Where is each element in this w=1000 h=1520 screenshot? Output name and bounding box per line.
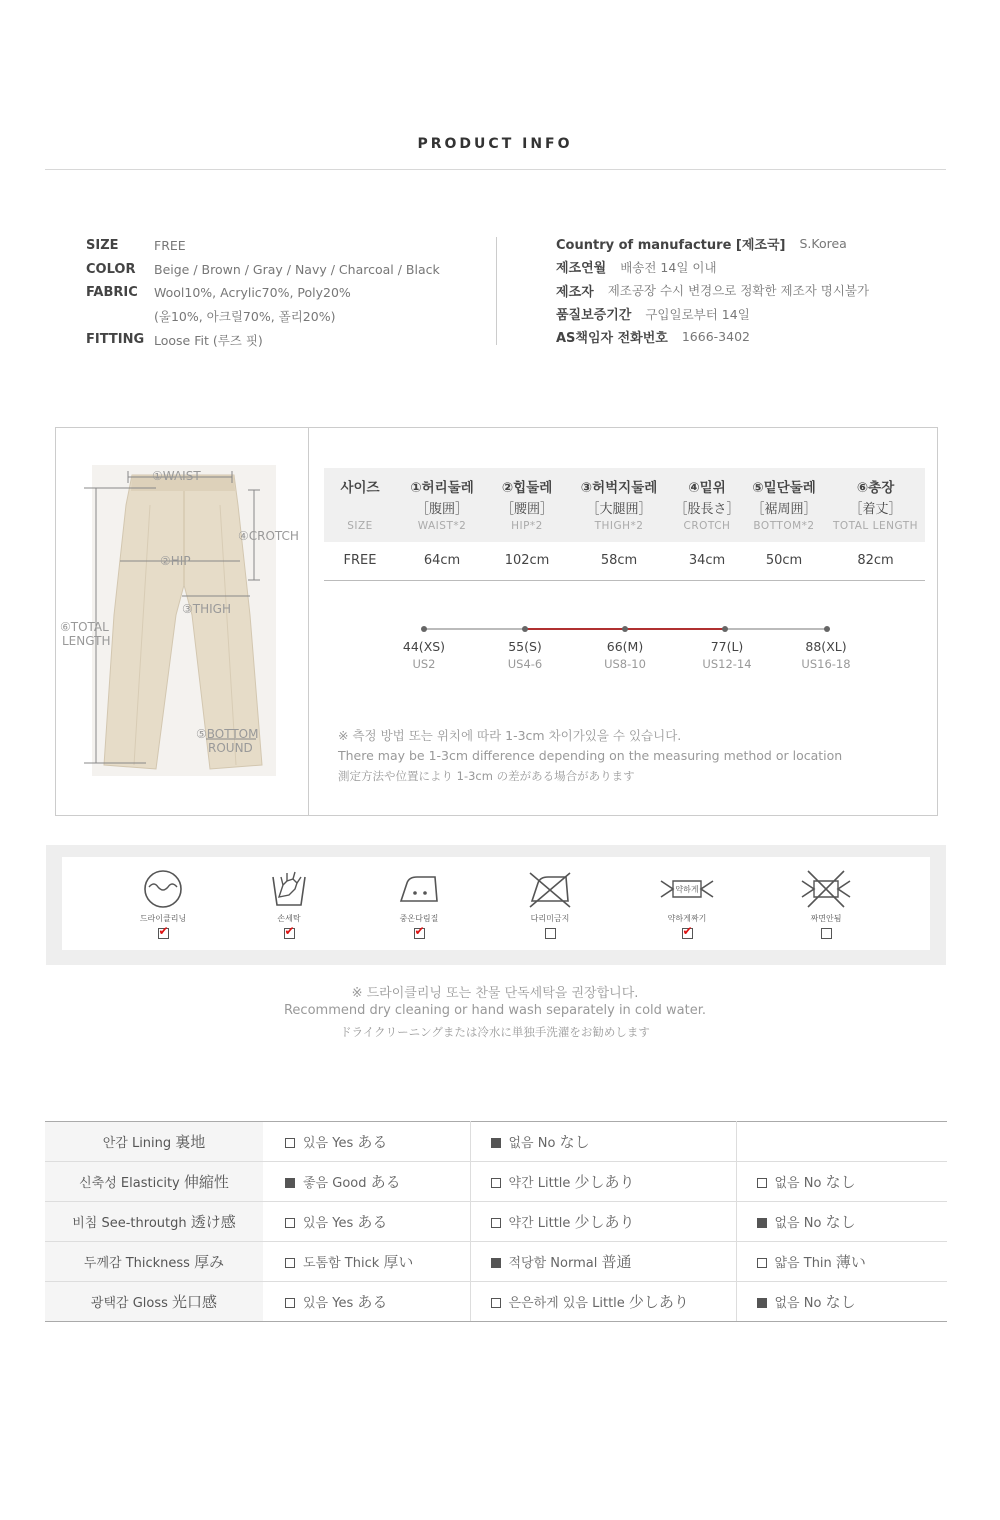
scale-us-size: US12-14 (702, 657, 752, 671)
care-note-en: Recommend dry cleaning or hand wash separately in cold water. (283, 1003, 706, 1018)
info-value: 제조공장 수시 변경으로 정확한 제조자 명시불가 (607, 283, 870, 299)
note-line-en: There may be 1-3cm difference depending on the measuring method or location (338, 748, 843, 763)
option-label: 약간 Little (508, 1216, 575, 1231)
spec-key: COLOR (86, 261, 136, 277)
scale-dot (722, 626, 728, 632)
title-divider (45, 169, 946, 170)
care-item (647, 867, 727, 939)
info-row (556, 232, 869, 255)
care-item (379, 867, 459, 939)
option-checkbox (757, 1298, 767, 1308)
size-cell: 82cm (826, 542, 925, 580)
gentle-wring-icon (657, 867, 717, 911)
size-cell: 102cm (488, 542, 566, 580)
option-label-ja: ある (357, 1213, 388, 1231)
header-cell: ①허리둘레 (396, 468, 488, 498)
attr-key-text: 신축성 Elasticity (79, 1176, 184, 1191)
size-cell: 50cm (742, 542, 826, 580)
table-row (45, 1282, 947, 1322)
spec-row-fitting (86, 328, 440, 352)
spec-value: (울10%, 아크릴70%, 폴리20%) (154, 309, 336, 325)
option-label: 없음 No (774, 1176, 826, 1191)
scale-label (384, 639, 464, 671)
option-label: 없음 No (774, 1296, 826, 1311)
table-row (45, 1162, 947, 1202)
option-checkbox (491, 1178, 501, 1188)
wring-icon-text: 약하게 (675, 885, 699, 894)
option-label-ja: なし (559, 1133, 590, 1151)
attr-key-text: 두께감 Thickness (83, 1256, 195, 1271)
header-cell: ⑤밑단둘레 (742, 468, 826, 498)
bottom-round-label-2: ROUND (208, 741, 253, 755)
hip-label: ②HIP (160, 554, 191, 568)
header-cell: ④밑위 (672, 468, 742, 498)
option-label: 적당함 Normal (508, 1256, 602, 1271)
note-line-ko: ※ 측정 방법 또는 위치에 따라 1-3cm 차이가있을 수 있습니다. (338, 728, 682, 743)
header-row-ko (324, 468, 925, 498)
attr-key (45, 1202, 263, 1242)
attr-option (736, 1162, 947, 1202)
attr-key-text: 비침 See-throutgh (72, 1216, 191, 1231)
attr-key-ja: 透け感 (190, 1213, 236, 1231)
scale-us-size: US4-6 (507, 657, 543, 671)
header-row-ja (324, 498, 925, 520)
product-specs (86, 234, 440, 352)
info-key: 제조자 (556, 284, 594, 300)
option-label-ja: 厚い (383, 1253, 414, 1271)
scale-label (485, 639, 565, 671)
care-item (786, 867, 866, 939)
option-label-ja: なし (825, 1293, 856, 1311)
no-iron-icon (528, 867, 572, 911)
header-cell: ⑥총장 (826, 468, 925, 498)
note-line-ja: 測定方法や位置により 1-3cm の差がある場合があります (338, 769, 635, 783)
scale-label (687, 639, 767, 671)
header-cell: ［腹囲］ (396, 498, 488, 520)
header-row-en (324, 520, 925, 542)
size-table (324, 468, 925, 581)
scale-kr-size: 77(L) (710, 639, 744, 654)
scale-dot (622, 626, 628, 632)
care-item (510, 867, 590, 939)
scale-kr-size: 66(M) (606, 639, 644, 654)
attr-key (45, 1242, 263, 1282)
care-label: 짜면안됨 (810, 914, 842, 923)
option-label: 도톰함 Thick (303, 1256, 384, 1271)
attr-key-ja: 厚み (194, 1253, 225, 1271)
option-label-ja: 薄い (835, 1253, 866, 1271)
option-label-ja: ある (370, 1173, 401, 1191)
care-label: 드라이클리닝 (139, 914, 187, 923)
header-cell: CROTCH (672, 520, 742, 542)
info-key: AS책임자 전화번호 (556, 331, 668, 347)
care-checkbox (158, 928, 169, 939)
option-label: 좋음 Good (303, 1176, 371, 1191)
option-label-ja: ある (357, 1293, 388, 1311)
scale-us-size: US2 (412, 657, 436, 671)
option-label-ja: 少しあり (628, 1293, 689, 1311)
option-checkbox (757, 1218, 767, 1228)
spec-row-fabric-ko (86, 305, 440, 329)
total-length-label-2: LENGTH (62, 634, 111, 648)
info-key: Country of manufacture [제조국] (556, 238, 786, 254)
option-checkbox (757, 1258, 767, 1268)
option-label: 없음 No (774, 1216, 826, 1231)
option-checkbox (491, 1218, 501, 1228)
hand-wash-icon (267, 867, 311, 911)
scale-line-gray (725, 628, 827, 630)
header-cell: HIP*2 (488, 520, 566, 542)
thigh-label: ③THIGH (182, 602, 231, 616)
option-checkbox (491, 1298, 501, 1308)
attr-key (45, 1162, 263, 1202)
care-checkbox (284, 928, 295, 939)
header-cell: BOTTOM*2 (742, 520, 826, 542)
option-checkbox (757, 1178, 767, 1188)
header-cell (324, 498, 396, 520)
care-panel (62, 857, 930, 950)
header-cell: ［腰囲］ (488, 498, 566, 520)
option-checkbox (285, 1218, 295, 1228)
attr-option (470, 1282, 736, 1322)
attr-option-empty (736, 1122, 947, 1162)
info-row (556, 279, 869, 302)
attr-key (45, 1282, 263, 1322)
header-cell: WAIST*2 (396, 520, 488, 542)
attr-key-ja: 裏地 (175, 1133, 206, 1151)
measurement-note (338, 726, 842, 786)
option-label: 있음 Yes (303, 1136, 358, 1151)
care-note-ko: ※ 드라이클리닝 또는 찬물 단독세탁을 권장합니다. (351, 986, 639, 1001)
header-cell: ③허벅지둘레 (566, 468, 672, 498)
size-cell: 64cm (396, 542, 488, 580)
care-label: 중온다림질 (399, 914, 439, 923)
waist-label: ①WAIST (152, 469, 201, 483)
option-label: 있음 Yes (303, 1216, 358, 1231)
care-instructions (46, 845, 946, 965)
care-item (123, 867, 203, 939)
scale-dot (824, 626, 830, 632)
header-cell: 사이즈 (324, 468, 396, 498)
fabric-attributes-table (45, 1121, 947, 1322)
attr-option (263, 1242, 470, 1282)
scale-kr-size: 88(XL) (805, 639, 847, 654)
no-bleach-icon (796, 867, 856, 911)
scale-line-gray (424, 628, 525, 630)
info-row (556, 255, 869, 278)
spec-value: Wool10%, Acrylic70%, Poly20% (154, 285, 351, 301)
total-length-label-1: ⑥TOTAL (60, 620, 109, 634)
info-key: 제조연월 (556, 261, 607, 277)
spec-key: FITTING (86, 332, 145, 348)
scale-kr-size: 55(S) (508, 639, 542, 654)
care-label: 다리미금지 (530, 914, 570, 923)
size-cell: 58cm (566, 542, 672, 580)
scale-dot (421, 626, 427, 632)
size-cell: FREE (324, 542, 396, 580)
bottom-round-label-1: ⑤BOTTOM (196, 727, 259, 741)
info-row (556, 325, 869, 348)
info-key: 품질보증기간 (556, 308, 632, 324)
header-cell: SIZE (324, 520, 396, 542)
option-label: 은은하게 있음 Little (508, 1296, 629, 1311)
care-note-ja: ドライクリーニングまたは冷水に単独手洗濯をお勧めします (340, 1025, 650, 1039)
option-checkbox (285, 1178, 295, 1188)
attr-option (263, 1122, 470, 1162)
option-label-ja: 少しあり (574, 1173, 635, 1191)
option-checkbox (285, 1258, 295, 1268)
spec-key: SIZE (86, 238, 119, 254)
care-item (249, 867, 329, 939)
attr-option (470, 1162, 736, 1202)
option-label-ja: ある (357, 1133, 388, 1151)
care-checkbox (545, 928, 556, 939)
care-label: 손세탁 (277, 914, 301, 923)
info-value: 배송전 14일 이내 (620, 259, 717, 275)
spec-row-fabric (86, 281, 440, 305)
attr-option (736, 1242, 947, 1282)
care-checkbox (821, 928, 832, 939)
option-label: 약간 Little (508, 1176, 575, 1191)
attr-key (45, 1122, 263, 1162)
header-cell: THIGH*2 (566, 520, 672, 542)
attr-option (263, 1202, 470, 1242)
info-value: 구입일로부터 14일 (645, 306, 750, 322)
attr-key-ja: 伸縮性 (183, 1173, 229, 1191)
option-label-ja: 普通 (601, 1253, 632, 1271)
header-cell: ［大腿囲］ (566, 498, 672, 520)
scale-label (786, 639, 866, 671)
table-row (45, 1202, 947, 1242)
attr-option (470, 1242, 736, 1282)
info-value: S.Korea (799, 236, 847, 252)
option-checkbox (285, 1298, 295, 1308)
table-row (324, 542, 925, 580)
info-value: 1666-3402 (681, 329, 750, 345)
spec-value: FREE (154, 238, 186, 254)
option-label: 있음 Yes (303, 1296, 358, 1311)
dry-clean-icon (141, 867, 185, 911)
attr-option (736, 1202, 947, 1242)
option-label-ja: なし (825, 1173, 856, 1191)
info-divider (496, 237, 497, 345)
spec-key: FABRIC (86, 285, 138, 301)
attr-option (470, 1122, 736, 1162)
info-row (556, 302, 869, 325)
header-cell: ②힙둘레 (488, 468, 566, 498)
scale-us-size: US16-18 (801, 657, 851, 671)
attr-option (736, 1282, 947, 1322)
header-cell: TOTAL LENGTH (826, 520, 925, 542)
header-cell: ［着丈］ (826, 498, 925, 520)
care-checkbox (414, 928, 425, 939)
option-checkbox (491, 1138, 501, 1148)
attr-option (263, 1282, 470, 1322)
option-label: 없음 No (508, 1136, 560, 1151)
table-row (45, 1122, 947, 1162)
option-checkbox (285, 1138, 295, 1148)
scale-dot (522, 626, 528, 632)
option-label-ja: なし (825, 1213, 856, 1231)
manufacture-info (556, 232, 869, 348)
page-title: PRODUCT INFO (417, 136, 573, 152)
care-label: 약하게짜기 (667, 914, 707, 923)
care-checkbox (682, 928, 693, 939)
option-label-ja: 少しあり (574, 1213, 635, 1231)
attr-key-text: 안감 Lining (102, 1136, 176, 1151)
attr-key-ja: 光口感 (172, 1293, 218, 1311)
table-row (45, 1242, 947, 1282)
scale-kr-size: 44(XS) (402, 639, 446, 654)
option-label: 얇음 Thin (774, 1256, 836, 1271)
attr-key-text: 광택감 Gloss (90, 1296, 173, 1311)
scale-label (585, 639, 665, 671)
scale-us-size: US8-10 (604, 657, 646, 671)
spec-value: Beige / Brown / Gray / Navy / Charcoal / Black (154, 261, 440, 277)
attr-option (470, 1202, 736, 1242)
option-checkbox (491, 1258, 501, 1268)
crotch-label: ④CROTCH (238, 529, 299, 543)
spec-row-color (86, 258, 440, 282)
header-cell: ［裾周囲］ (742, 498, 826, 520)
header-cell: ［股長さ］ (672, 498, 742, 520)
iron-icon (397, 867, 441, 911)
spec-value: Loose Fit (루즈 핏) (154, 332, 263, 348)
attr-option (263, 1162, 470, 1202)
size-box-divider (308, 428, 309, 815)
spec-row-size (86, 234, 440, 258)
size-cell: 34cm (672, 542, 742, 580)
